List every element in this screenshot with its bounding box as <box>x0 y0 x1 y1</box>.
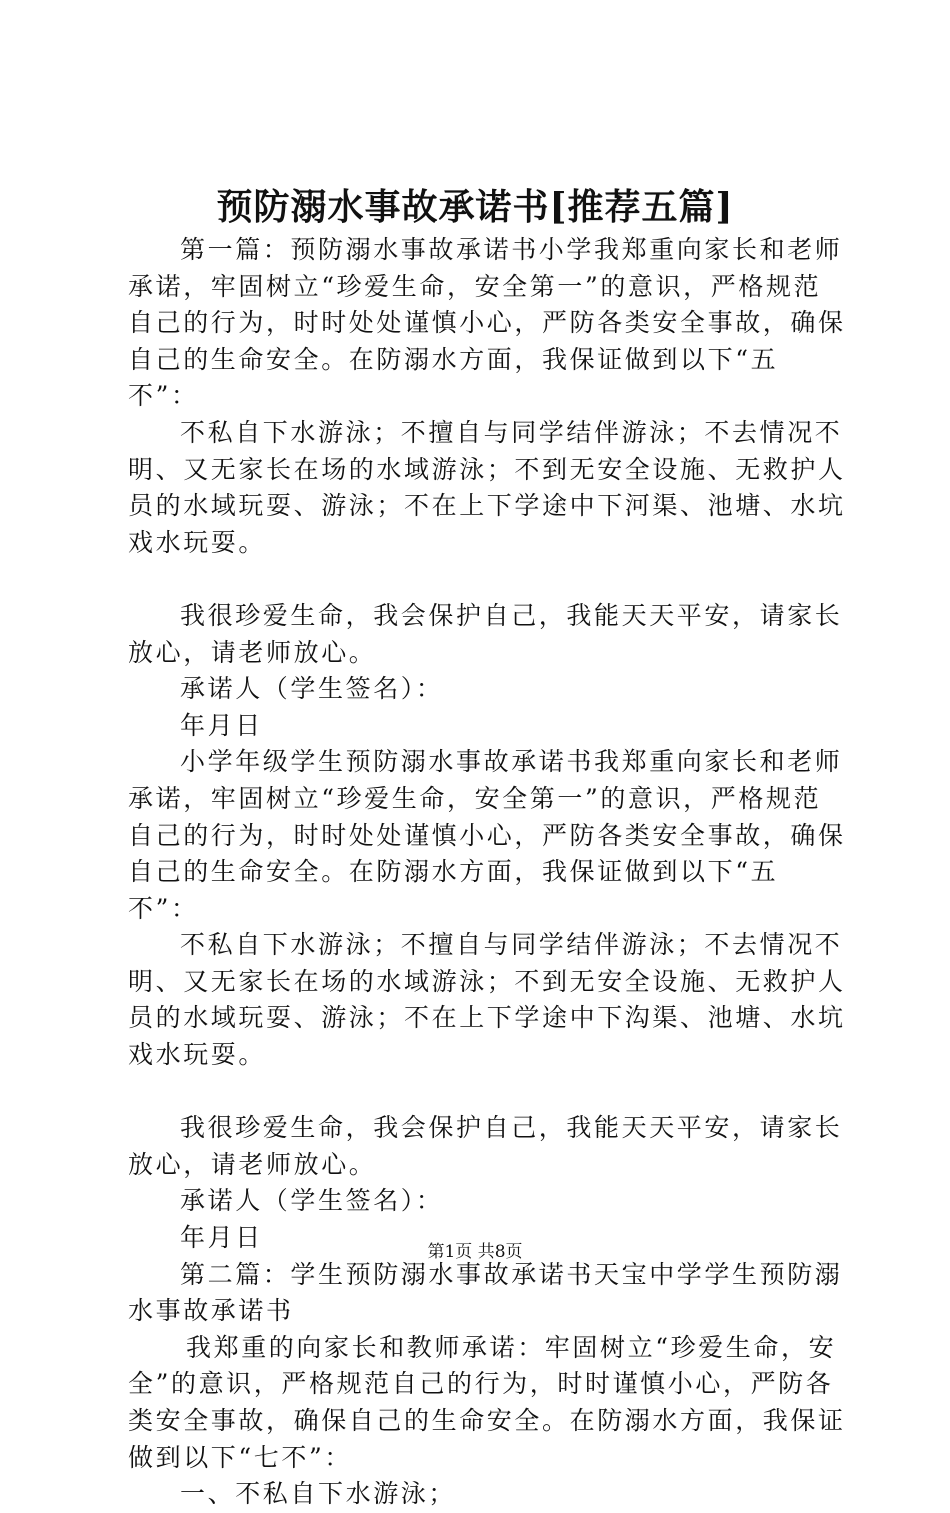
blank-line <box>128 1074 848 1111</box>
date-line: 年月日 <box>180 1223 263 1253</box>
paragraph: 不私自下水游泳；不擅自与同学结伴游泳；不去情况不明、又无家长在场的水域游泳；不到无安全设施、无救护人员的水域玩耍、游泳；不在上下学途中下河渠、池塘、水坑戏水玩耍。 <box>128 417 846 557</box>
paragraph: 小学年级学生预防溺水事故承诺书我郑重向家长和老师承诺，牢固树立“珍爱生命，安全第一”的意识，严格规范自己的行为，时时处处谨慎小心，严防各类安全事故，确保自己的生命安全。在防溺水方面，我保证做到以下“五不”： <box>128 747 846 923</box>
signature-line: 承诺人（学生签名）： <box>180 1186 444 1216</box>
document-body <box>128 232 848 1513</box>
paragraph: 我很珍爱生命，我会保护自己，我能天天平安，请家长放心，请老师放心。 <box>128 600 843 667</box>
paragraph: 第二篇：学生预防溺水事故承诺书天宝中学学生预防溺水事故承诺书 <box>128 1259 843 1326</box>
page-footer: 第1页 共8页 <box>427 1242 523 1262</box>
paragraph: 不私自下水游泳；不擅自与同学结伴游泳；不去情况不明、又无家长在场的水域游泳；不到无安全设施、无救护人员的水域玩耍、游泳；不在上下学途中下沟渠、池塘、水坑戏水玩耍。 <box>128 930 846 1070</box>
paragraph: 我郑重的向家长和教师承诺：牢固树立“珍爱生命，安全”的意识，严格规范自己的行为，时时谨慎小心，严防各类安全事故，确保自己的生命安全。在防溺水方面，我保证做到以下“七不”： <box>128 1332 846 1472</box>
paragraph: 第一篇：预防溺水事故承诺书小学我郑重向家长和老师承诺，牢固树立“珍爱生命，安全第一”的意识，严格规范自己的行为，时时处处谨慎小心，严防各类安全事故，确保自己的生命安全。在防溺水方面，我保证做到以下“五不”： <box>128 235 846 411</box>
paragraph: 一、不私自下水游泳； <box>180 1479 457 1509</box>
signature-line: 承诺人（学生签名）： <box>180 674 444 704</box>
paragraph: 我很珍爱生命，我会保护自己，我能天天平安，请家长放心，请老师放心。 <box>128 1113 843 1179</box>
date-line: 年月日 <box>180 710 263 740</box>
document-title: 预防溺水事故承诺书[推荐五篇] <box>216 186 734 228</box>
blank-line <box>128 561 848 598</box>
